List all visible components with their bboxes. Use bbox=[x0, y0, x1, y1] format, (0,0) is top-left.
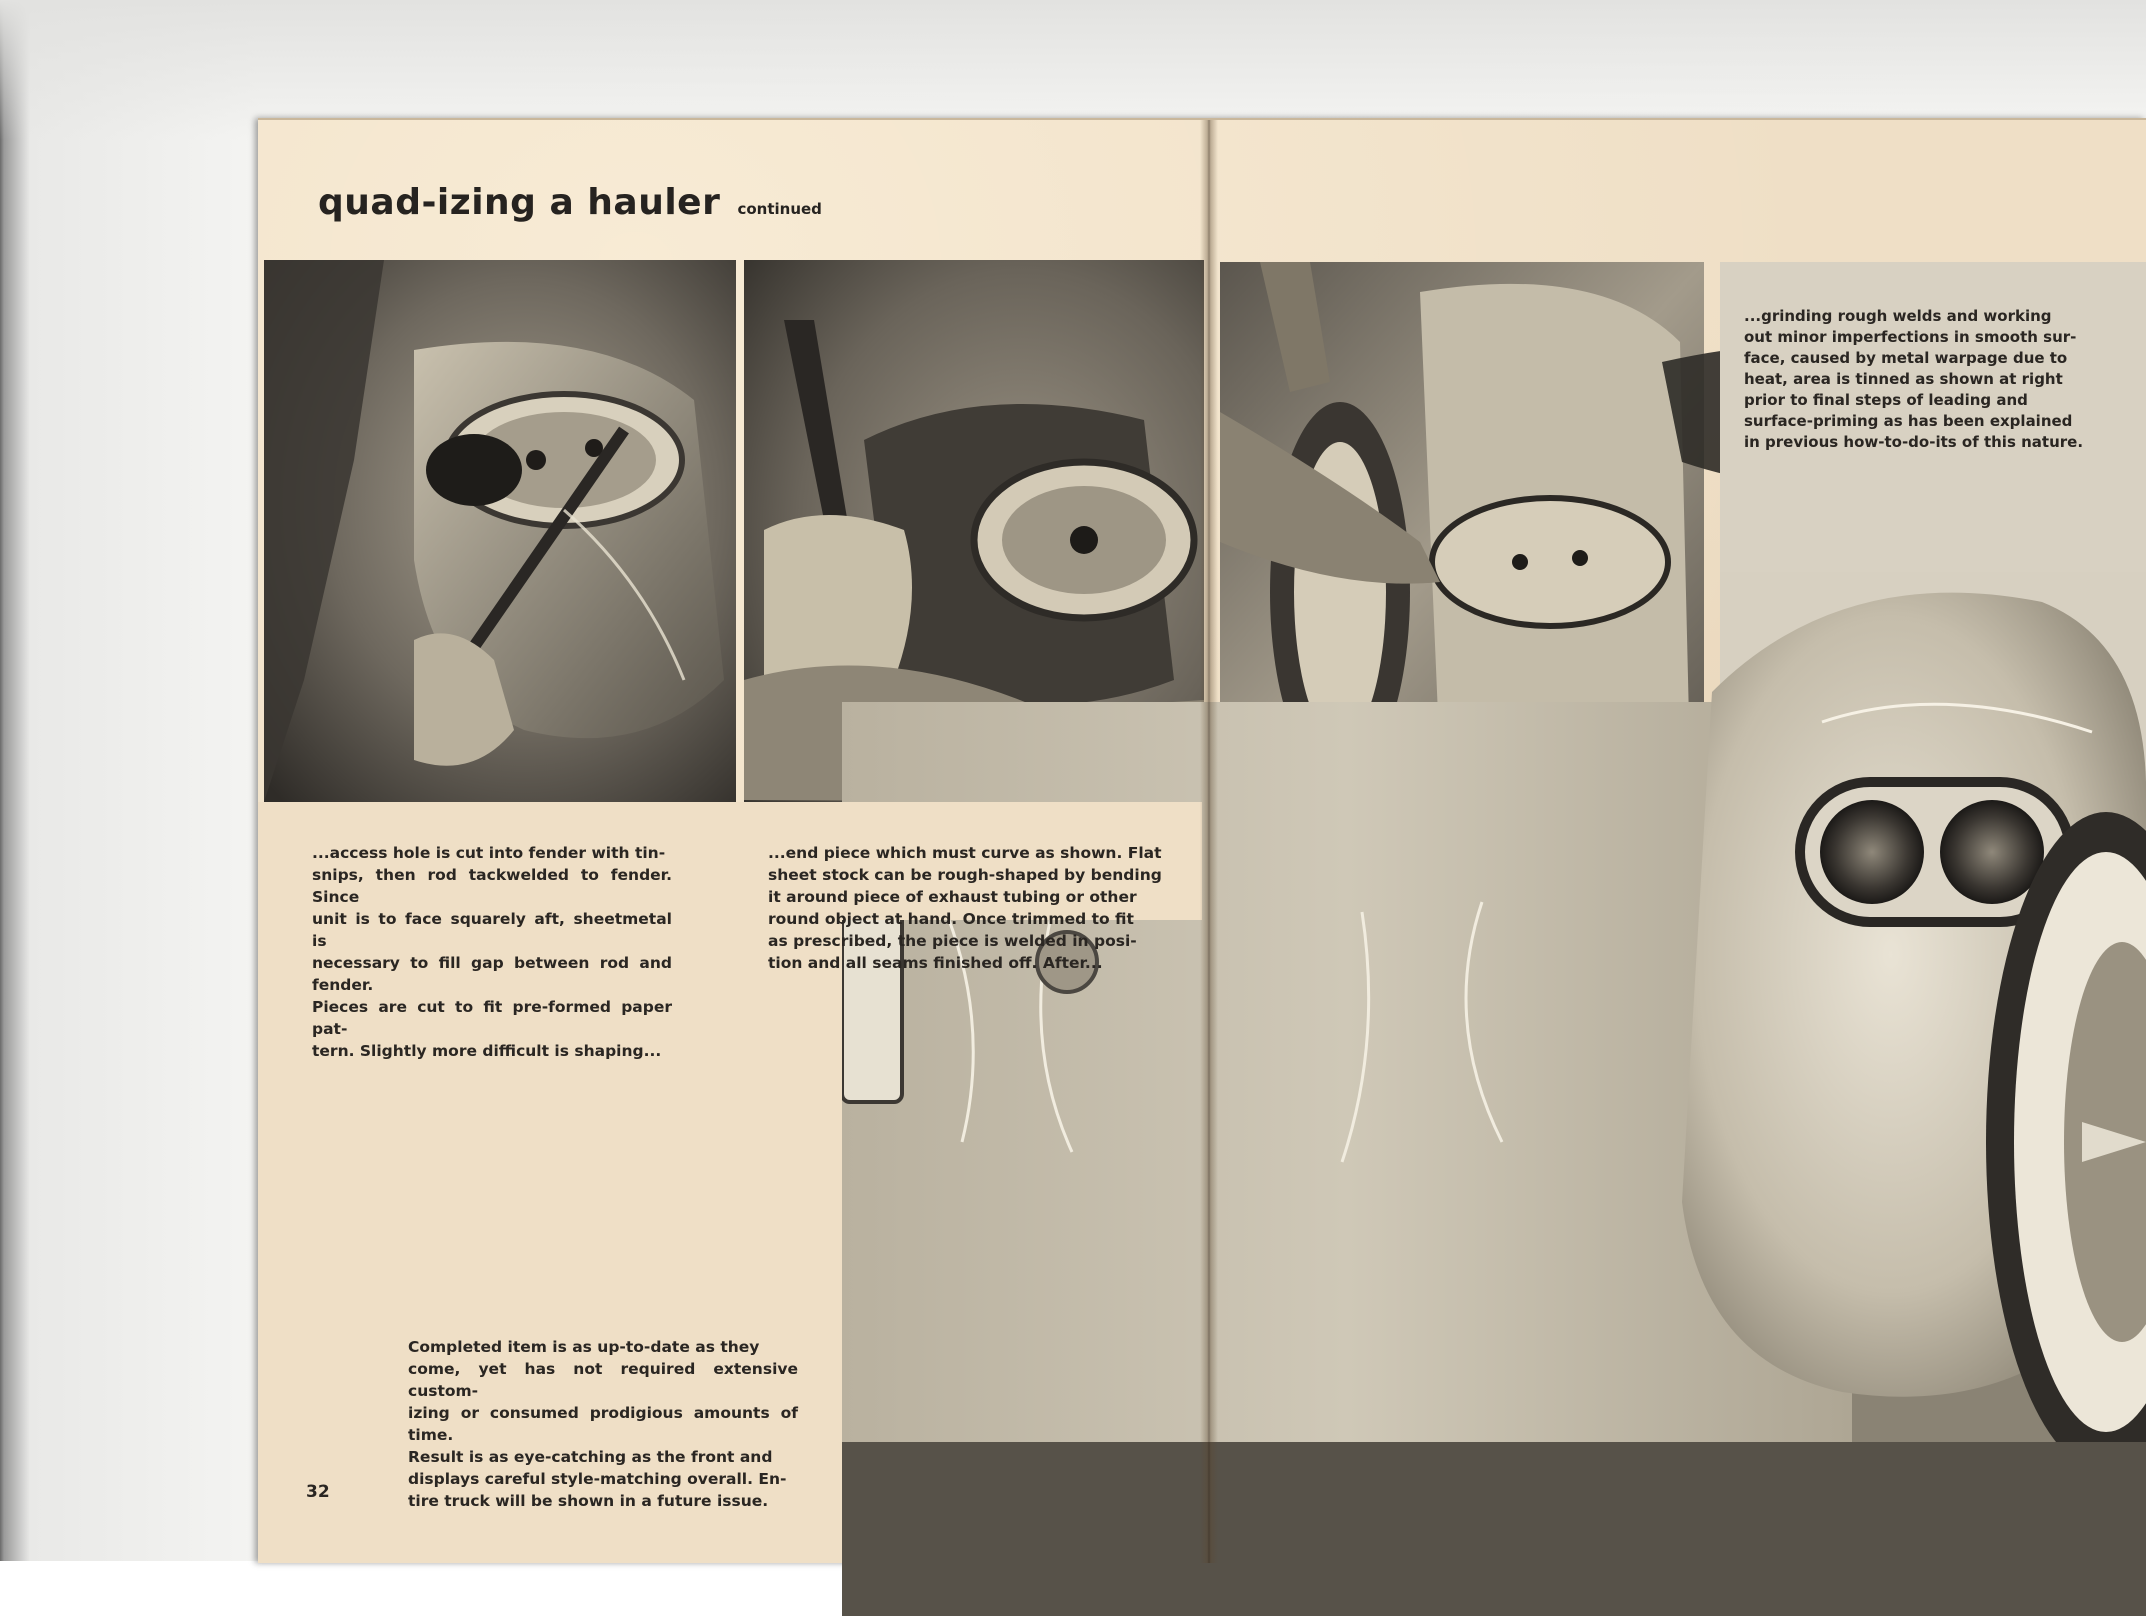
magazine-spread bbox=[258, 118, 2146, 1563]
caption-completed-item: Completed item is as up-to-date as they come, yet has not required extensive custom- izing or consumed prodigious amounts of time. Result is as eye-catching as the front and displays careful style-matching overall. En- tire truck will be shown in a future issue. bbox=[408, 1338, 798, 1510]
page-title: quad-izing a hauler bbox=[318, 182, 721, 223]
caption-access-hole: ...access hole is cut into fender with tin- snips, then rod tackwelded to fender. Since unit is to face squarely aft, sheetmetal is necessary to fill gap between rod and fender. Pieces are cut to fit pre-formed paper pat- tern. Slightly more difficult is shaping... bbox=[312, 844, 672, 1060]
page-number: 32 bbox=[306, 1482, 330, 1502]
spread-gutter bbox=[1200, 120, 1218, 1563]
caption-grinding-welds: ...grinding rough welds and working out minor imperfections in smooth sur- face, caused by metal warpage due to heat, area is tinned as shown at right prior to final steps of leading and surface-priming as has been explained in previous how-to-do-its of this nature. bbox=[1744, 307, 2084, 451]
caption-end-piece: ...end piece which must curve as shown. Flat sheet stock can be rough-shaped by bending it around piece of exhaust tubing or other round object at hand. Once trimmed to fit as prescribed, the piece is welded in posi- tion and all seams finished off. After... bbox=[768, 844, 1162, 972]
photo-welding-fender bbox=[264, 260, 736, 802]
page-title-continued: continued bbox=[737, 200, 822, 218]
title-line bbox=[318, 182, 822, 223]
